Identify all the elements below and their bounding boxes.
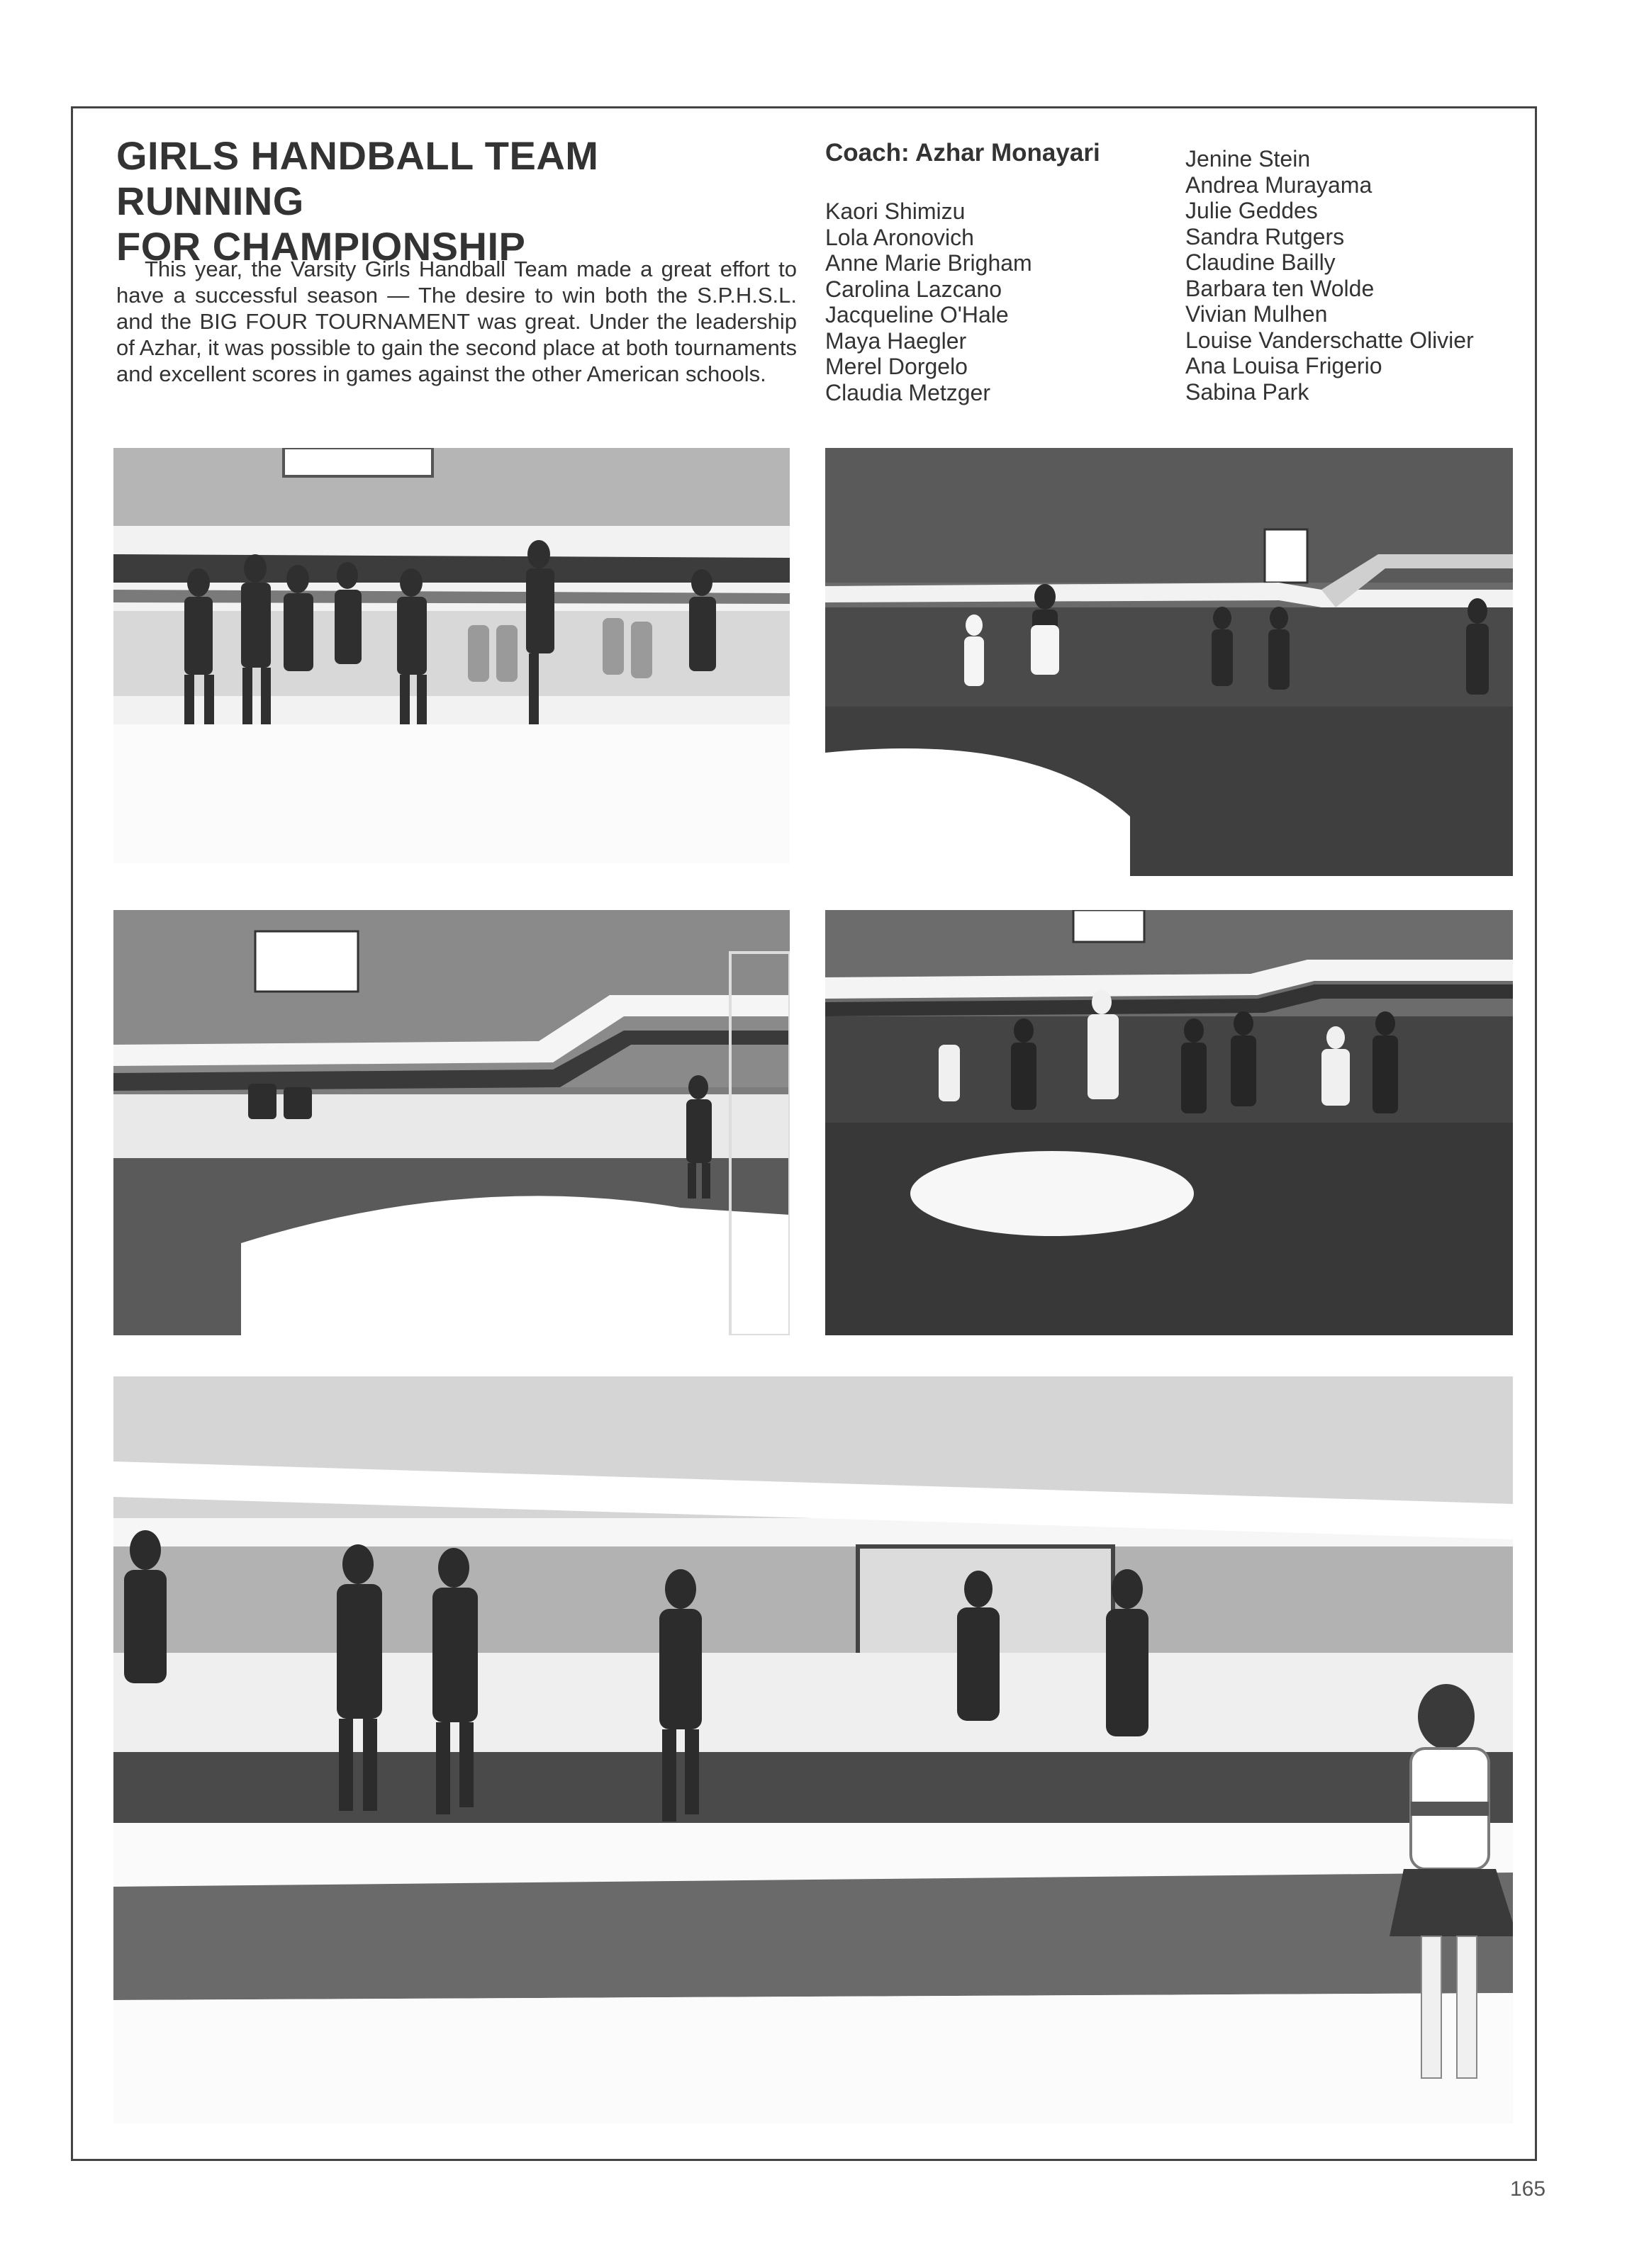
photo-court-defense bbox=[825, 448, 1513, 876]
roster-player: Lola Aronovich bbox=[825, 224, 974, 250]
roster-list-right bbox=[1185, 146, 1474, 405]
title-line-1: GIRLS HANDBALL TEAM RUNNING bbox=[116, 133, 599, 223]
roster-player: Jacqueline O'Hale bbox=[825, 302, 1009, 327]
roster-player: Jenine Stein bbox=[1185, 146, 1311, 172]
roster-player: Barbara ten Wolde bbox=[1185, 275, 1375, 301]
roster-player: Anne Marie Brigham bbox=[825, 250, 1032, 276]
page-number: 165 bbox=[1510, 2177, 1546, 2201]
roster-player: Ana Louisa Frigerio bbox=[1185, 353, 1382, 378]
roster-player: Sabina Park bbox=[1185, 378, 1309, 405]
roster-player: Kaori Shimizu bbox=[825, 198, 966, 224]
photo-players-attack bbox=[825, 910, 1513, 1335]
roster-player: Vivian Mulhen bbox=[1185, 301, 1328, 327]
roster-player: Merel Dorgelo bbox=[825, 354, 968, 379]
photo-players-jumping bbox=[113, 448, 790, 863]
article-title bbox=[116, 133, 797, 269]
roster-player: Carolina Lazcano bbox=[825, 276, 1002, 302]
roster-player: Andrea Murayama bbox=[1185, 172, 1373, 198]
roster-player: Maya Haegler bbox=[825, 327, 967, 354]
roster-player: Louise Vanderschatte Olivier bbox=[1185, 327, 1474, 353]
roster-player: Claudine Bailly bbox=[1185, 249, 1336, 275]
article-body: This year, the Varsity Girls Handball Team made a great effort to have a successful season — The desire to win both the S.P.H.S.L. and the BIG FOUR TOURNAMENT was great. Under the leadership of Azhar, it was possible to gain the second place at both tournaments and excellent scores in games against the other American schools. bbox=[116, 257, 797, 386]
roster-player: Sandra Rutgers bbox=[1185, 223, 1345, 249]
coach-name: Coach: Azhar Monayari bbox=[825, 139, 1100, 167]
roster-list-left bbox=[825, 198, 1032, 405]
roster-player: Julie Geddes bbox=[1185, 198, 1318, 223]
photo-goal-keeper bbox=[113, 910, 790, 1335]
roster-player: Claudia Metzger bbox=[825, 379, 990, 405]
title-line-2: FOR CHAMPIONSHIP bbox=[116, 224, 526, 269]
photo-team-match bbox=[113, 1376, 1513, 2123]
